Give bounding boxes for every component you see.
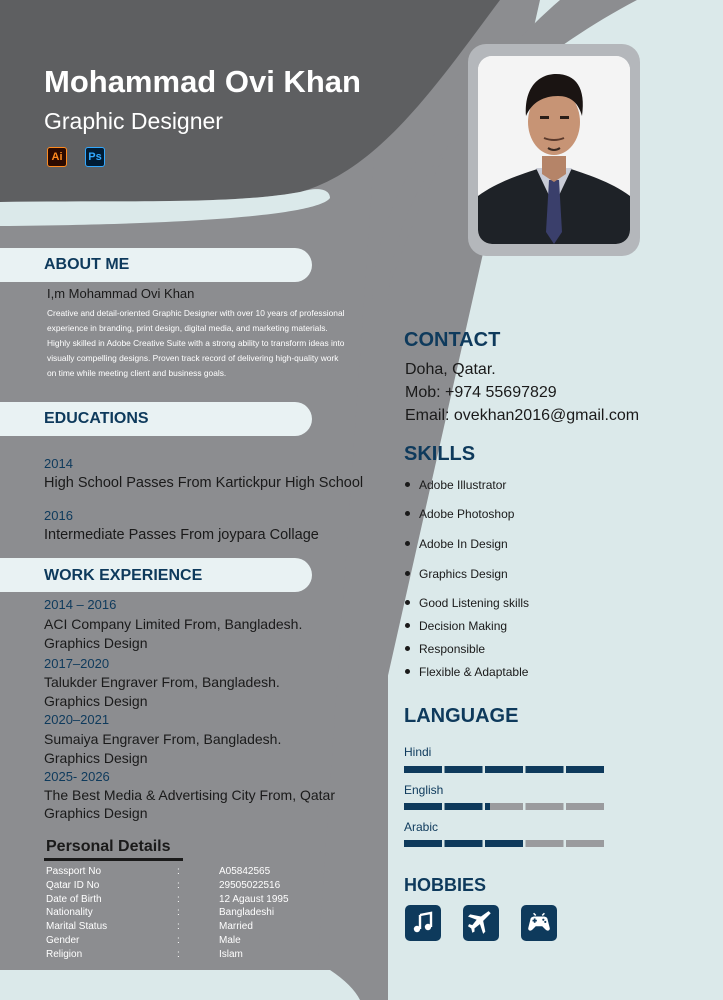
bar-segment-filled	[485, 840, 523, 847]
personal-colon: :	[177, 921, 180, 933]
language-level-bar	[404, 840, 604, 847]
personal-label: Gender	[46, 935, 80, 946]
bar-segment-empty	[485, 803, 523, 810]
skill-label: Adobe Photoshop	[419, 507, 515, 521]
bullet-icon	[405, 600, 410, 605]
personal-details-title: Personal Details	[46, 838, 171, 855]
education-title: EDUCATIONS	[44, 410, 149, 427]
skill-item	[405, 507, 514, 521]
work-role: Graphics Design	[44, 693, 148, 709]
bar-segment-filled	[404, 803, 442, 810]
personal-colon: :	[177, 866, 180, 877]
bullet-icon	[405, 541, 410, 546]
personal-value: 12 Agaust 1995	[219, 893, 289, 905]
contact-mobile: Mob: +974 55697829	[405, 384, 557, 401]
profile-photo	[478, 56, 630, 244]
bar-segment-filled	[445, 840, 483, 847]
bar-segment-filled	[404, 766, 442, 773]
personal-value: Islam	[219, 948, 243, 960]
candidate-name: Mohammad Ovi Khan	[44, 64, 361, 99]
work-company: Talukder Engraver From, Bangladesh.	[44, 674, 280, 690]
skill-label: Flexible & Adaptable	[419, 665, 529, 679]
skill-item	[405, 619, 507, 633]
language-name: Hindi	[404, 745, 432, 759]
bullet-icon	[405, 511, 410, 516]
bar-segment-empty	[526, 840, 564, 847]
airplane-icon	[463, 905, 499, 941]
language-title: LANGUAGE	[404, 705, 519, 727]
personal-value: Bangladeshi	[219, 907, 275, 919]
gamepad-icon	[521, 905, 557, 941]
language-name: English	[404, 783, 444, 797]
work-year: 2025- 2026	[44, 769, 110, 784]
personal-colon: :	[177, 948, 180, 960]
bar-segment-filled	[445, 766, 483, 773]
skill-label: Adobe In Design	[419, 537, 508, 551]
work-role: Graphics Design	[44, 635, 148, 651]
skill-label: Decision Making	[419, 619, 508, 633]
skill-label: Responsible	[419, 642, 486, 656]
bar-segment-filled	[445, 803, 483, 810]
skill-item	[405, 537, 508, 551]
bullet-icon	[405, 482, 410, 487]
work-year: 2017–2020	[44, 656, 110, 671]
skill-label: Adobe Illustrator	[419, 478, 507, 492]
bar-segment-filled	[526, 766, 564, 773]
photoshop-icon: Ps	[85, 147, 105, 167]
personal-value: 29505022516	[219, 879, 281, 891]
bullet-icon	[405, 571, 410, 576]
education-text: Intermediate Passes From joypara Collage	[44, 527, 319, 543]
contact-location: Doha, Qatar.	[405, 361, 496, 378]
education-year: 2014	[44, 456, 73, 471]
personal-label: Date of Birth	[46, 893, 102, 905]
bar-segment-filled	[485, 803, 490, 810]
contact-title: CONTACT	[404, 329, 501, 351]
bullet-icon	[405, 646, 410, 651]
illustrator-icon: Ai	[47, 147, 67, 167]
bar-segment-filled	[485, 766, 523, 773]
work-company: The Best Media & Advertising City From, Qatar	[44, 787, 335, 803]
candidate-role: Graphic Designer	[44, 108, 223, 134]
personal-value: Male	[219, 935, 241, 946]
bar-segment-filled	[404, 840, 442, 847]
personal-label: Qatar ID No	[46, 879, 100, 891]
personal-label: Passport No	[46, 866, 102, 877]
bar-segment-empty	[566, 840, 604, 847]
personal-value: A05842565	[219, 866, 271, 877]
skill-item	[405, 478, 506, 492]
personal-colon: :	[177, 893, 180, 905]
language-level-bar	[404, 803, 604, 810]
work-company: Sumaiya Engraver From, Bangladesh.	[44, 731, 282, 747]
skill-item	[405, 665, 528, 679]
about-body: Creative and detail-oriented Graphic Designer with over 10 years of professional experience in branding, print design, digital media, and marketing materials. Highly skilled in Adobe Creative Suite with a strong ability to transform ideas into visually compelling designs. Proven track record of delivering high-quality work on time while meeting client and business goals.	[47, 308, 345, 378]
work-year: 2014 – 2016	[44, 597, 117, 612]
work-company: ACI Company Limited From, Bangladesh.	[44, 616, 303, 632]
contact-email: Email: ovekhan2016@gmail.com	[405, 407, 640, 424]
skill-label: Graphics Design	[419, 567, 508, 581]
work-role: Graphics Design	[44, 805, 148, 821]
personal-colon: :	[177, 879, 180, 891]
bar-segment-empty	[566, 803, 604, 810]
personal-colon: :	[177, 907, 180, 919]
language-name: Arabic	[404, 820, 439, 834]
personal-colon: :	[177, 935, 180, 946]
skill-label: Good Listening skills	[419, 596, 530, 610]
bar-segment-filled	[566, 766, 604, 773]
hobbies-title: HOBBIES	[404, 875, 487, 895]
language-level-bar	[404, 766, 604, 773]
skill-item	[405, 596, 529, 610]
bar-segment-empty	[526, 803, 564, 810]
personal-label: Nationality	[46, 907, 93, 919]
personal-label: Religion	[46, 948, 83, 960]
personal-details-underline	[44, 858, 183, 861]
about-intro: I,m Mohammad Ovi Khan	[47, 286, 195, 301]
personal-label: Marital Status	[46, 921, 108, 933]
music-note-icon	[405, 905, 441, 941]
education-year: 2016	[44, 508, 73, 523]
personal-value: Married	[219, 921, 253, 933]
education-text: High School Passes From Kartickpur High School	[44, 475, 364, 491]
skills-title: SKILLS	[404, 443, 476, 465]
skill-item	[405, 642, 485, 656]
bullet-icon	[405, 623, 410, 628]
skill-item	[405, 567, 508, 581]
about-title: ABOUT ME	[44, 256, 130, 273]
work-title: WORK EXPERIENCE	[44, 567, 203, 584]
work-year: 2020–2021	[44, 712, 110, 727]
bullet-icon	[405, 669, 410, 674]
work-role: Graphics Design	[44, 750, 148, 766]
